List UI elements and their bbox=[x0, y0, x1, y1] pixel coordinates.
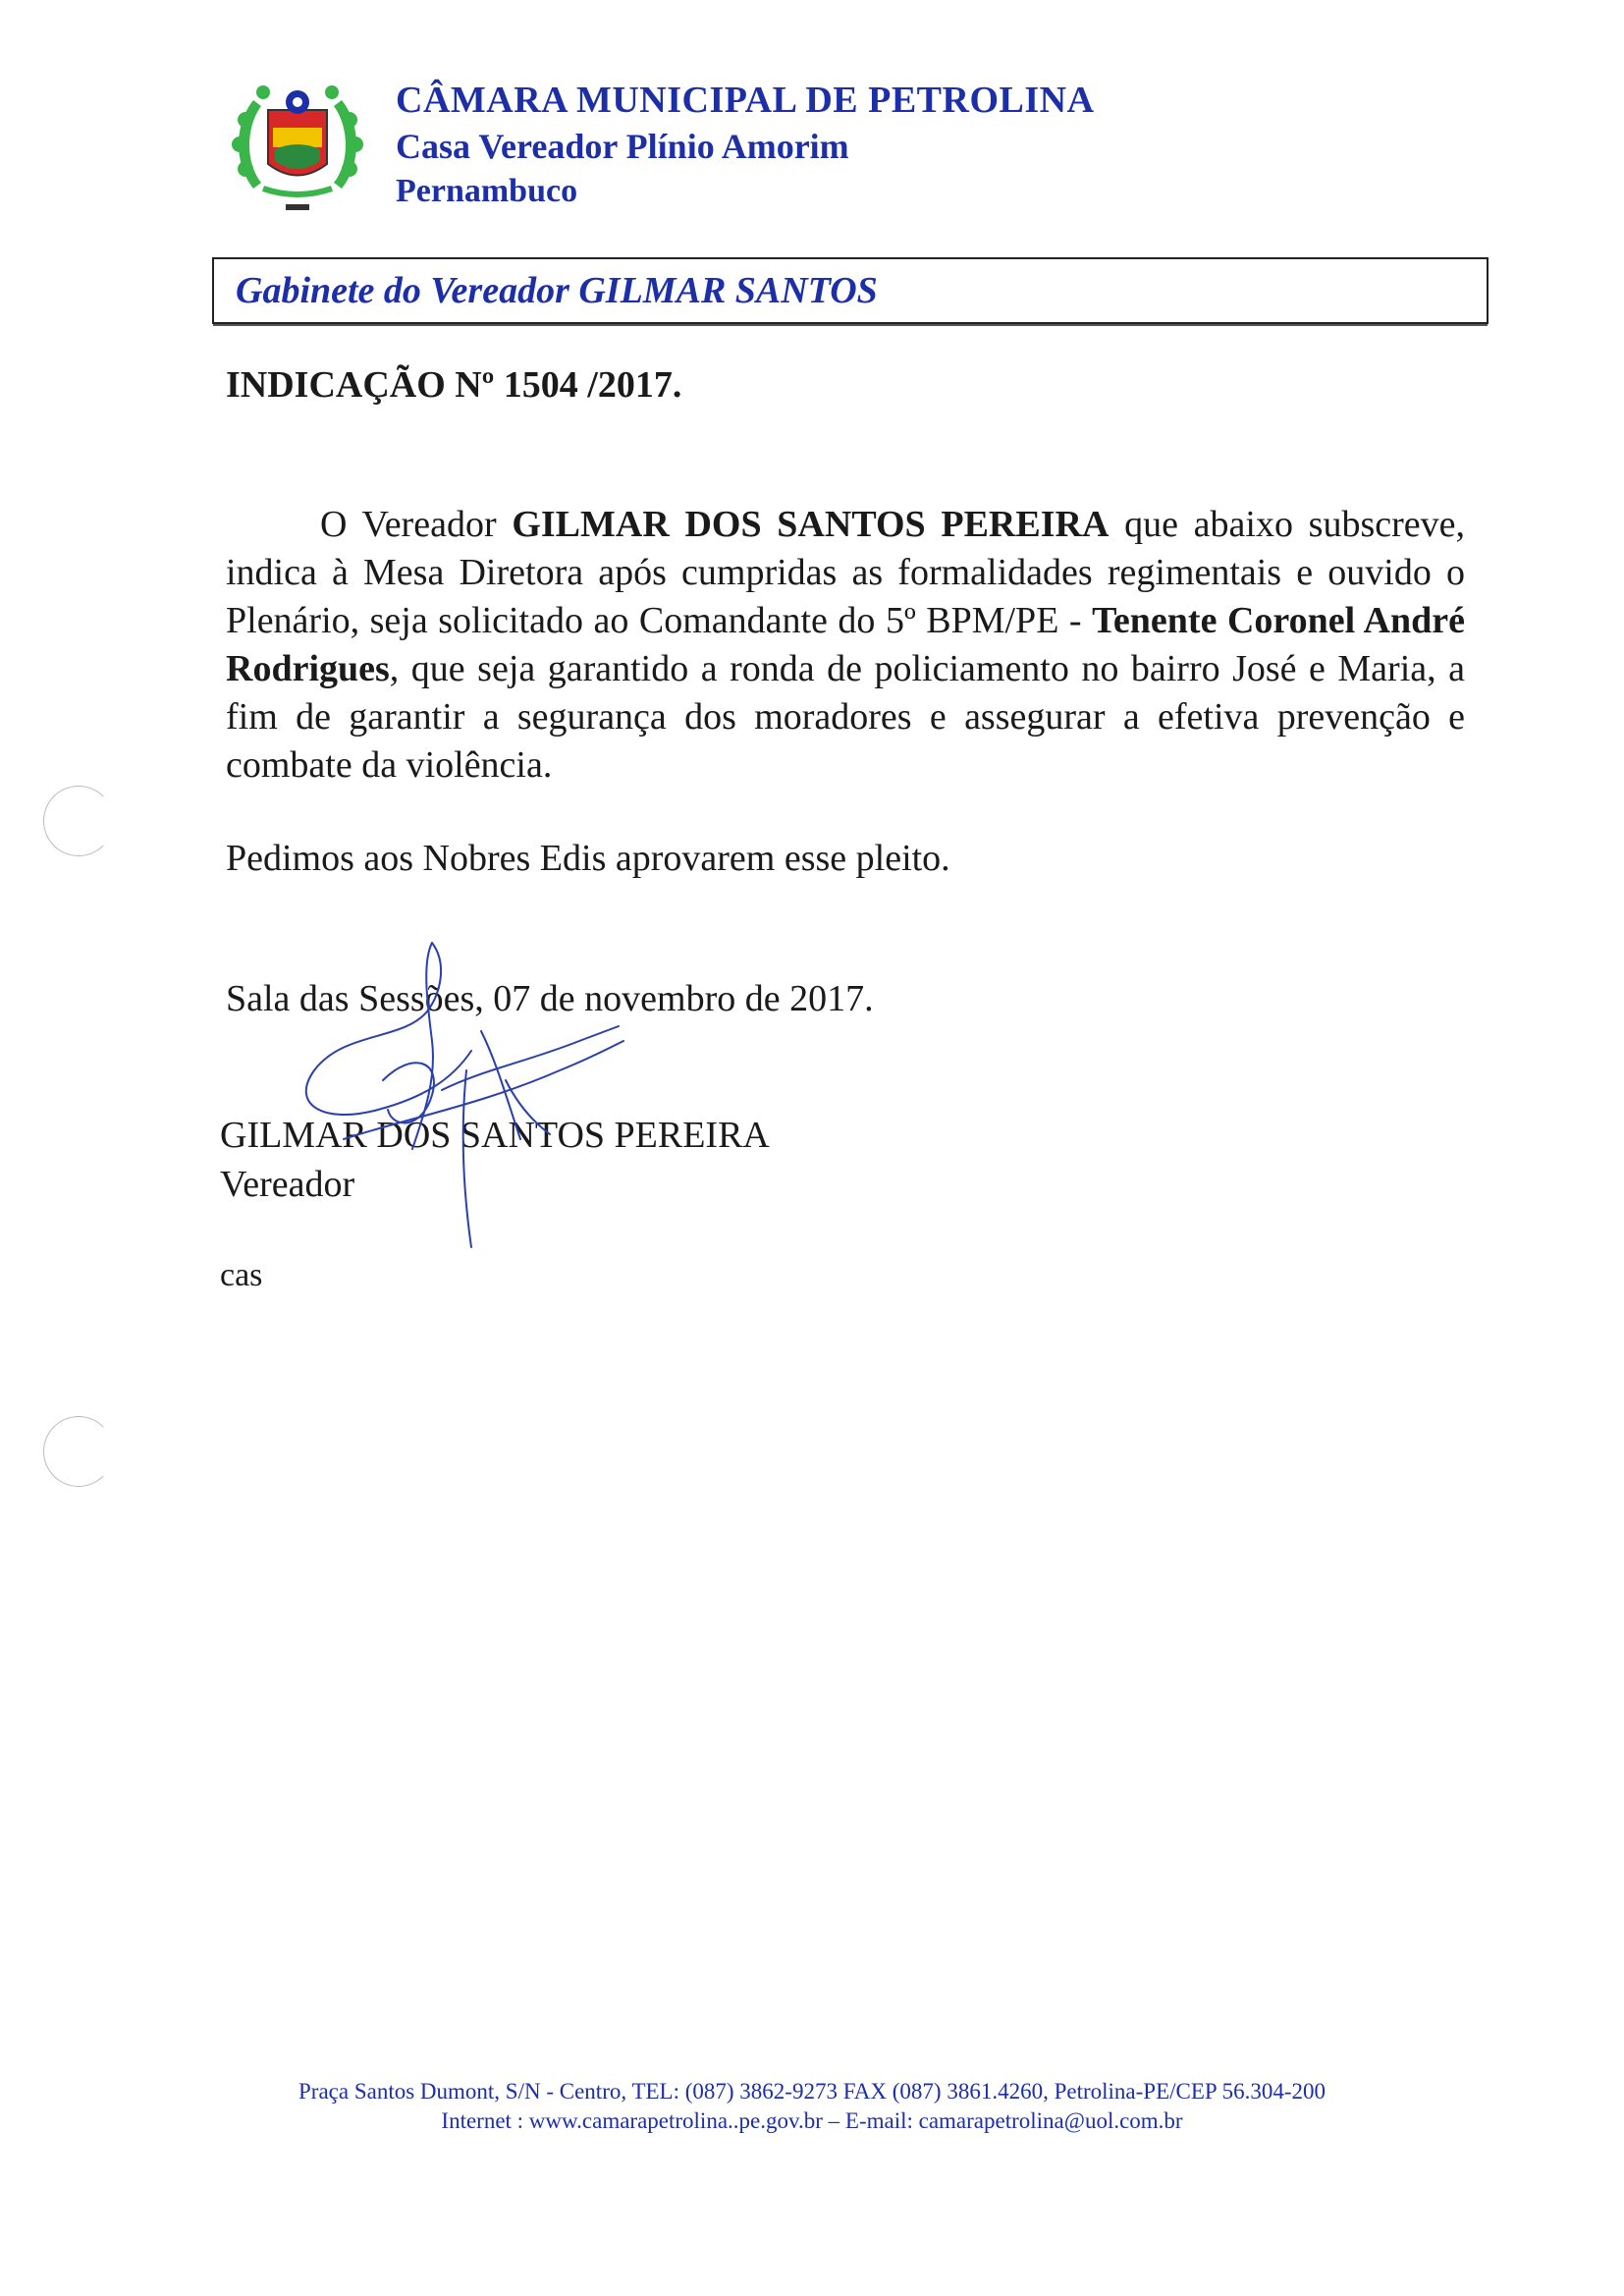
footer-contact: Internet : www.camarapetrolina..pe.gov.br – E-mail: camarapetrolina@uol.com.br bbox=[441, 2108, 1183, 2133]
house-name: Casa Vereador Plínio Amorim bbox=[396, 127, 849, 166]
organization-header bbox=[396, 77, 1095, 214]
signer-role: Vereador bbox=[220, 1164, 355, 1205]
handwritten-signature-icon bbox=[285, 923, 658, 1257]
main-paragraph bbox=[226, 501, 1465, 790]
indication-number: INDICAÇÃO Nº 1504 /2017. bbox=[226, 364, 682, 406]
state-name: Pernambuco bbox=[396, 173, 578, 209]
p1-text-b: , que seja garantido a ronda de policiamento no bairro José e Maria, a fim de garantir a segurança dos moradores e assegurar a efetiva prevenção e combate da violência. bbox=[226, 648, 1465, 786]
request-paragraph: Pedimos aos Nobres Edis aprovarem esse pleito. bbox=[226, 838, 950, 879]
p1-name: GILMAR DOS SANTOS PEREIRA bbox=[512, 504, 1110, 545]
footer-address: Praça Santos Dumont, S/N - Centro, TEL: (087) 3862-9273 FAX (087) 3861.4260, Petrolina-PE/CEP 56.304-200 bbox=[298, 2079, 1326, 2104]
org-name: CÂMARA MUNICIPAL DE PETROLINA bbox=[396, 80, 1095, 121]
p1-text-a: que abaixo subscreve, indica à Mesa Diretora após cumpridas as formalidades regimentais e ouvido o Plenário, seja solicitado ao Comandante do 5º BPM/PE - bbox=[226, 504, 1465, 641]
date-line: Sala das Sessões, 07 de novembro de 2017. bbox=[226, 978, 874, 1019]
cabinet-title: Gabinete do Vereador GILMAR SANTOS bbox=[236, 270, 878, 311]
punch-hole-mark bbox=[43, 1416, 114, 1487]
municipal-seal-icon bbox=[224, 71, 371, 218]
signer-name: GILMAR DOS SANTOS PEREIRA bbox=[220, 1115, 770, 1156]
typist-initials: cas bbox=[220, 1257, 263, 1293]
p1-intro: O Vereador bbox=[320, 504, 513, 545]
punch-hole-mark bbox=[43, 786, 114, 856]
cabinet-box bbox=[212, 257, 1489, 324]
p1-officer: Tenente Coronel André Rodrigues bbox=[226, 600, 1465, 689]
